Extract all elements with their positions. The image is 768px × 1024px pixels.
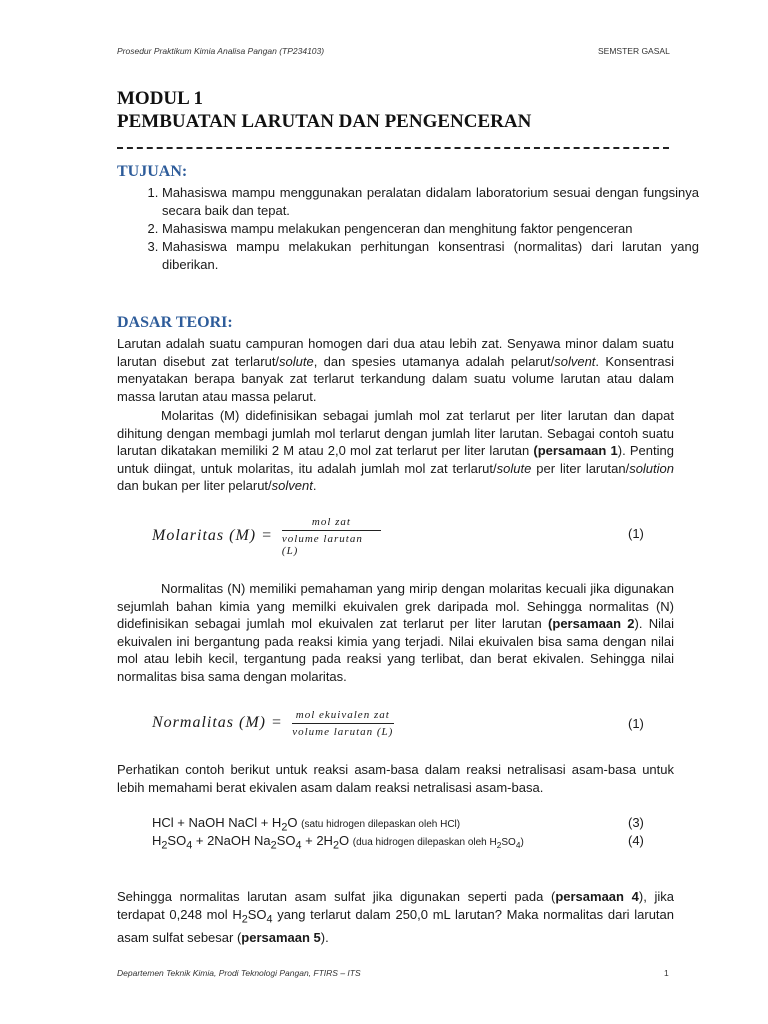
paragraph-contoh: Perhatikan contoh berikut untuk reaksi asam-basa dalam reaksi netralisasi asam-basa untuk lebih memahami berat ekivalen asam dalam reaksi netralisasi asam-basa. — [117, 762, 674, 795]
equation-fraction — [292, 709, 394, 738]
equation-fraction — [282, 516, 381, 557]
section-heading-tujuan: TUJUAN: — [117, 163, 188, 180]
title-divider — [117, 147, 669, 149]
equation-molaritas — [152, 516, 381, 557]
goal-item: 3. Mahasiswa mampu melakukan perhitungan konsentrasi (normalitas) dari larutan yang diberikan. — [162, 238, 699, 274]
equation-numerator: mol zat — [311, 516, 351, 528]
equation-number: (4) — [628, 833, 644, 848]
equation-number: (1) — [628, 716, 644, 731]
paragraph-larutan: Larutan adalah suatu campuran homogen dari dua atau lebih zat. Senyawa minor dalam suatu larutan disebut zat terlarut/solute, dan spesies utamanya adalah pelarut/solvent. Konsentrasi menyatakan berapa banyak zat terlarut terkandung dalam suatu volume larutan atau dalam massa larutan atau massa pelarut. — [117, 336, 675, 404]
equation-number: (1) — [628, 526, 644, 541]
equation-numerator: mol ekuivalen zat — [295, 709, 390, 721]
paragraph-asam-sulfat: Sehingga normalitas larutan asam sulfat jika digunakan seperti pada (persamaan 4), jika terdapat 0,248 mol $H_2SO_4$ yang terlarut dalam 250,0 mL larutan? Maka normalitas dari larutan asam sulfat sebesar (persamaan 5). — [117, 889, 675, 945]
equation-normalitas — [152, 709, 394, 738]
equation-lhs: Normalitas (M) = — [152, 714, 283, 732]
equation-number: (3) — [628, 815, 644, 830]
equation-denominator: volume larutan (L) — [282, 530, 381, 557]
reaction-hcl: HCl + NaOH NaCl + $H_2O$ (satu hidrogen dilepaskan oleh HCl) — [152, 815, 461, 834]
goals-list — [137, 184, 699, 274]
page-number: 1 — [664, 968, 669, 978]
module-title: PEMBUATAN LARUTAN DAN PENGENCERAN — [117, 111, 532, 132]
section-heading-dasar-teori: DASAR TEORI: — [117, 314, 233, 331]
paragraph-normalitas: Normalitas (N) memiliki pemahaman yang mirip dengan molaritas kecuali jika digunakan sejumlah bahan kimia yang memilki ekuivalen grek daripada mol. Sehingga normalitas (N) didefinisikan sebagai jumlah mol ekuivalen zat terlarut per liter larutan (persamaan 2). Nilai ekuivalen ini bergantung pada reaksi kimia yang terjadi. Nilai ekuivalen bisa sama dengan nilai mol atau lebih kecil, tergantung pada reaksi yang terlibat, dan berat ekivalen. Sehingga nilai normalitas bisa sama dengan molaritas. — [117, 581, 674, 684]
equation-lhs: Molaritas (M) = — [152, 527, 273, 545]
header-course: Prosedur Praktikum Kimia Analisa Pangan (TP234103) — [117, 46, 325, 56]
header-semester: SEMSTER GASAL — [598, 46, 670, 56]
module-number: MODUL 1 — [117, 88, 204, 109]
equation-denominator: volume larutan (L) — [292, 723, 394, 738]
footer-department: Departemen Teknik Kimia, Prodi Teknologi Pangan, FTIRS – ITS — [117, 968, 361, 978]
paragraph-molaritas: Molaritas (M) didefinisikan sebagai jumlah mol zat terlarut per liter larutan dan dapat dihitung dengan membagi jumlah mol terlarut dengan jumlah liter larutan. Sebagai contoh suatu larutan dikatakan memiliki 2 M atau 2,0 mol zat terlarut per liter larutan (persamaan 1). Penting untuk diingat, untuk molaritas, itu adalah jumlah mol zat terlarut/solute per liter larutan/solution dan bukan per liter pelarut/solvent. — [117, 408, 674, 493]
goal-item: 1. Mahasiswa mampu menggunakan peralatan didalam laboratorium sesuai dengan fungsinya secara baik dan tepat. — [162, 184, 699, 220]
reaction-h2so4: $H_2SO_4$ + 2NaOH $Na_2SO_4 + 2H_2O$ (dua hidrogen dilepaskan oleh $H_2SO_4$) — [152, 833, 524, 852]
goal-item: 2. Mahasiswa mampu melakukan pengenceran dan menghitung faktor pengenceran — [162, 220, 699, 238]
